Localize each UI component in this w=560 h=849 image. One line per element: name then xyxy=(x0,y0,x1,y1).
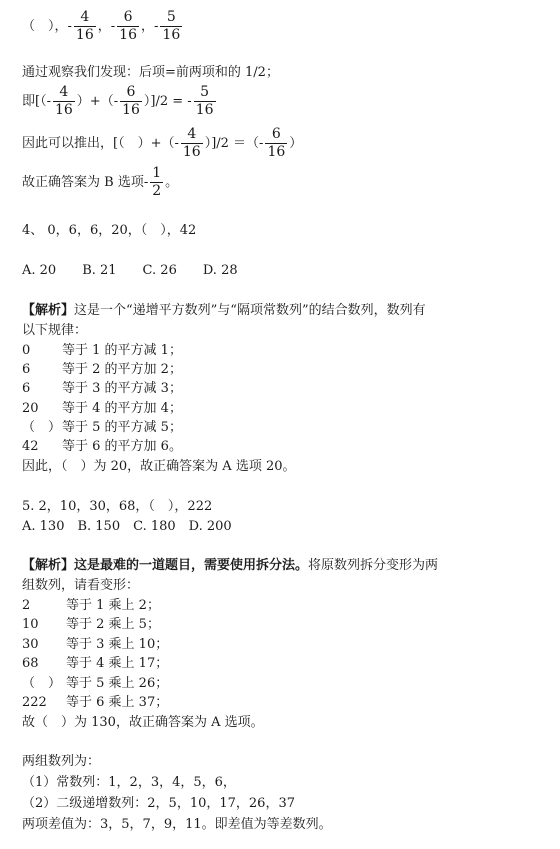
q5-rule-row: 30 等于 3 乘上 10； xyxy=(22,637,169,652)
analysis-tag: 【解析】 xyxy=(22,303,75,318)
question-5-options: A. 130 B. 150 C. 180 D. 200 xyxy=(22,519,232,534)
blank-paren: （ ）， xyxy=(22,19,68,34)
fraction: $\frac{1}{2}$ xyxy=(152,165,162,199)
inference-line: 因此可以推出，[（ ）+（- $\frac{4}{16}$ ）]/2 ＝（- $\frac{6}{16}$ ） xyxy=(22,126,303,160)
answer-line: 故正确答案为 B 选项- $\frac{1}{2}$ 。 xyxy=(22,165,179,199)
q5-rule-row: （ ） 等于 5 乘上 26； xyxy=(22,676,169,691)
q4-analysis-line-2: 以下规律： xyxy=(22,323,88,338)
q5-rule-row: 2 等于 1 乘上 2； xyxy=(22,598,160,613)
group-1: （1）常数列：1，2，3，4，5，6， xyxy=(22,775,236,790)
question-4: 4、 0，6，6，20，（ ），42 xyxy=(22,223,197,238)
fraction: $\frac{6}{16}$ xyxy=(267,126,286,160)
q5-rule-row: 10 等于 2 乘上 5； xyxy=(22,617,160,632)
fraction: $\frac{6}{16}$ xyxy=(122,84,140,118)
sequence-line: （ ），- $\frac{4}{16}$ ，- $\frac{6}{16}$ ，- $\frac{5}{16}$ xyxy=(22,9,181,43)
q4-rule-row: 42 等于 6 的平方加 6。 xyxy=(22,439,182,454)
group-2: （2）二级递增数列：2，5，10，17，26，37 xyxy=(22,796,295,811)
fraction: $\frac{4}{16}$ xyxy=(54,84,73,118)
q5-analysis-line-2: 组数列，请看变形： xyxy=(22,578,140,593)
q4-rule-row: 0 等于 1 的平方减 1； xyxy=(22,343,182,358)
q5-conclusion: 故（ ）为 130，故正确答案为 A 选项。 xyxy=(22,715,264,730)
fraction: $\frac{4}{16}$ xyxy=(75,9,94,43)
question-4-options: A. 20 B. 21 C. 26 D. 28 xyxy=(22,263,238,278)
q5-analysis-line-1: 【解析】这是最难的一道题目，需要使用拆分法。将原数列拆分变形为两 xyxy=(22,558,439,573)
q4-conclusion: 因此，（ ）为 20，故正确答案为 A 选项 20。 xyxy=(22,459,296,474)
q4-rule-row: （ ）等于 5 的平方减 5； xyxy=(22,420,182,435)
fraction: $\frac{5}{16}$ xyxy=(195,84,214,118)
fraction: $\frac{4}{16}$ xyxy=(182,126,201,160)
q5-rule-row: 222 等于 6 乘上 37； xyxy=(22,695,169,710)
q4-rule-row: 20 等于 4 的平方加 4； xyxy=(22,401,182,416)
q4-rule-row: 6 等于 2 的平方加 2； xyxy=(22,362,182,377)
q4-analysis-line-1: 【解析】这是一个“递增平方数列”与“隔项常数列”的结合数列，数列有 xyxy=(22,303,426,318)
equation-line: 即[（- $\frac{4}{16}$ ）+（- $\frac{6}{16}$ ）]/2 = - $\frac{5}{16}$ xyxy=(22,84,214,118)
fraction: $\frac{5}{16}$ xyxy=(162,9,181,43)
observation-line: 通过观察我们发现：后项=前两项和的 1/2； xyxy=(22,65,279,80)
q5-rule-row: 68 等于 4 乘上 17； xyxy=(22,656,169,671)
difference-line: 两项差值为：3，5，7，9，11。即差值为等差数列。 xyxy=(22,817,332,832)
question-5: 5. 2，10，30，68，（ ），222 xyxy=(22,499,213,514)
q4-rule-row: 6 等于 3 的平方减 3； xyxy=(22,381,182,396)
groups-title: 两组数列为： xyxy=(22,754,101,769)
fraction: $\frac{6}{16}$ xyxy=(119,9,137,43)
analysis-tag: 【解析】 xyxy=(22,558,75,573)
